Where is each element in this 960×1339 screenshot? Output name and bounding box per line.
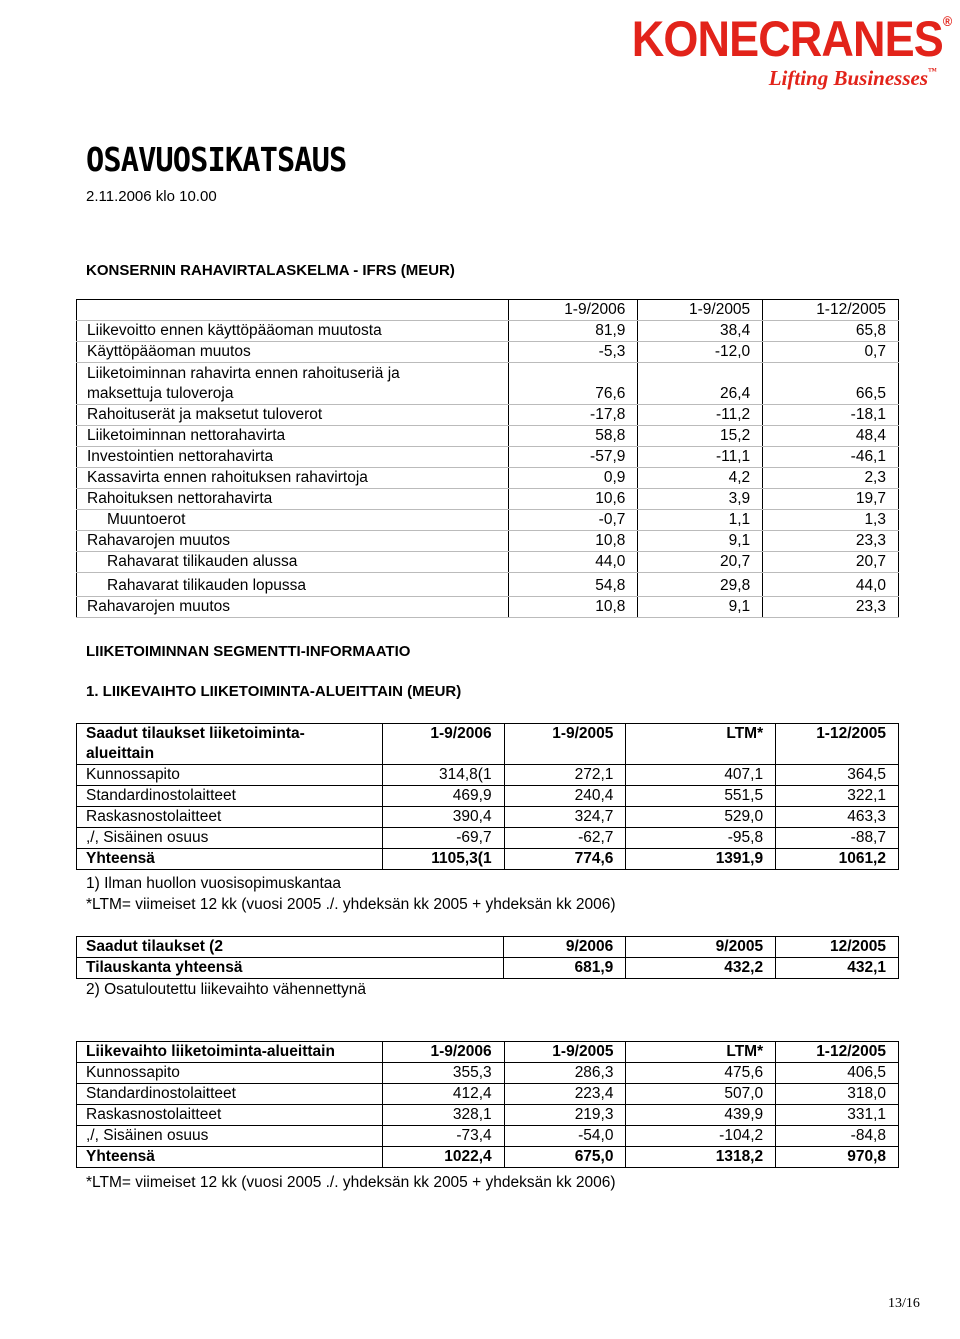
cell-value: 390,4 — [382, 807, 504, 828]
cashflow-table — [76, 299, 899, 618]
logo-tagline — [597, 66, 937, 91]
cell-value: -12,0 — [638, 342, 763, 363]
cell-value: 23,3 — [763, 531, 899, 552]
sales-footnote: *LTM= viimeiset 12 kk (vuosi 2005 ./. yhdeksän kk 2005 + yhdeksän kk 2006) — [86, 1174, 616, 1191]
cell-value: 364,5 — [776, 765, 899, 786]
table-total-row — [77, 1147, 899, 1168]
table-row — [77, 1063, 899, 1084]
cashflow-col-header: 1-12/2005 — [763, 300, 899, 321]
cell-value: 675,0 — [504, 1147, 626, 1168]
konecranes-logo — [597, 11, 952, 91]
row-label: ,/, Sisäinen osuus — [77, 1126, 383, 1147]
table-row — [77, 958, 899, 979]
row-label: Liikevoitto ennen käyttöpääoman muutosta — [77, 321, 509, 342]
row-label: Rahoituserät ja maksetut tuloverot — [77, 405, 509, 426]
row-label-line: Liiketoiminnan rahavirta ennen rahoituseriä ja — [87, 365, 400, 382]
table-row — [77, 531, 899, 552]
table-row — [77, 597, 899, 618]
row-label: Kunnossapito — [77, 1063, 383, 1084]
cell-value: -54,0 — [504, 1126, 626, 1147]
table-row — [77, 363, 899, 405]
row-label — [77, 363, 509, 405]
cell-value: -104,2 — [626, 1126, 776, 1147]
row-label: Yhteensä — [77, 1147, 383, 1168]
row-label: Rahoituksen nettorahavirta — [77, 489, 509, 510]
cashflow-header-blank — [77, 300, 509, 321]
cell-value: 407,1 — [626, 765, 776, 786]
cell-value: 774,6 — [504, 849, 626, 870]
table-total-row — [77, 849, 899, 870]
cell-value: 15,2 — [638, 426, 763, 447]
cell-value: 314,8(1 — [382, 765, 504, 786]
table-row — [77, 447, 899, 468]
cell-value: -69,7 — [382, 828, 504, 849]
cell-value: 432,1 — [776, 958, 899, 979]
table-row — [77, 807, 899, 828]
cell-value: -0,7 — [508, 510, 638, 531]
cell-value: 439,9 — [626, 1105, 776, 1126]
table-row — [77, 426, 899, 447]
row-label: Investointien nettorahavirta — [77, 447, 509, 468]
cell-value: -57,9 — [508, 447, 638, 468]
cell-value: -17,8 — [508, 405, 638, 426]
table-row — [77, 342, 899, 363]
orders-table — [76, 723, 899, 870]
row-label: Liiketoiminnan nettorahavirta — [77, 426, 509, 447]
row-label: Käyttöpääoman muutos — [77, 342, 509, 363]
header-label-line: alueittain — [86, 745, 155, 762]
cell-value: 1022,4 — [382, 1147, 504, 1168]
cell-value: 324,7 — [504, 807, 626, 828]
cell-value: 2,3 — [763, 468, 899, 489]
cell-value: 26,4 — [638, 363, 763, 405]
header-label-line: Saadut tilaukset liiketoiminta- — [86, 725, 305, 742]
cell-value: 20,7 — [763, 552, 899, 573]
table-row — [77, 405, 899, 426]
cell-value: 412,4 — [382, 1084, 504, 1105]
cell-value: 331,1 — [776, 1105, 899, 1126]
cell-value: -88,7 — [776, 828, 899, 849]
sales-header-label: Liikevaihto liiketoiminta-alueittain — [77, 1042, 383, 1063]
orders-footnote-2: *LTM= viimeiset 12 kk (vuosi 2005 ./. yhdeksän kk 2005 + yhdeksän kk 2006) — [86, 896, 616, 913]
orders-col-header: 1-9/2005 — [504, 724, 626, 765]
cell-value: 406,5 — [776, 1063, 899, 1084]
table-row — [77, 828, 899, 849]
cashflow-heading: KONSERNIN RAHAVIRTALASKELMA - IFRS (MEUR) — [86, 262, 455, 279]
cell-value: -18,1 — [763, 405, 899, 426]
row-label-line: maksettuja tuloveroja — [87, 385, 234, 402]
row-label: Kassavirta ennen rahoituksen rahavirtoja — [77, 468, 509, 489]
cell-value: -46,1 — [763, 447, 899, 468]
cell-value: 19,7 — [763, 489, 899, 510]
cell-value: 20,7 — [638, 552, 763, 573]
cell-value: -11,1 — [638, 447, 763, 468]
cell-value: 23,3 — [763, 597, 899, 618]
cell-value: 463,3 — [776, 807, 899, 828]
table-row — [77, 510, 899, 531]
row-label: Standardinostolaitteet — [77, 1084, 383, 1105]
cell-value: -84,8 — [776, 1126, 899, 1147]
document-date: 2.11.2006 klo 10.00 — [86, 188, 217, 205]
cell-value: -73,4 — [382, 1126, 504, 1147]
table-row — [77, 552, 899, 573]
segment-heading: LIIKETOIMINNAN SEGMENTTI-INFORMAATIO — [86, 643, 411, 660]
segment-subheading: 1. LIIKEVAIHTO LIIKETOIMINTA-ALUEITTAIN (MEUR) — [86, 683, 462, 700]
logo-reg-mark: ® — [942, 13, 952, 29]
cell-value: 9,1 — [638, 597, 763, 618]
row-label: Rahavarojen muutos — [77, 531, 509, 552]
cell-value: 475,6 — [626, 1063, 776, 1084]
backlog-header-label: Saadut tilaukset (2 — [77, 937, 504, 958]
table-row — [77, 321, 899, 342]
cell-value: 10,8 — [508, 531, 638, 552]
logo-brand: KONECRANES — [631, 11, 943, 67]
orders-col-header: 1-9/2006 — [382, 724, 504, 765]
cell-value: 432,2 — [626, 958, 776, 979]
cell-value: 76,6 — [508, 363, 638, 405]
cell-value: 551,5 — [626, 786, 776, 807]
row-label: Raskasnostolaitteet — [77, 1105, 383, 1126]
table-row — [77, 573, 899, 597]
cell-value: 1,1 — [638, 510, 763, 531]
sales-col-header: 1-12/2005 — [776, 1042, 899, 1063]
cell-value: 54,8 — [508, 573, 638, 597]
cell-value: 38,4 — [638, 321, 763, 342]
cell-value: 240,4 — [504, 786, 626, 807]
row-label: Rahavarojen muutos — [77, 597, 509, 618]
page-number: 13/16 — [888, 1296, 920, 1311]
backlog-col-header: 12/2005 — [776, 937, 899, 958]
backlog-col-header: 9/2006 — [504, 937, 626, 958]
row-label: Kunnossapito — [77, 765, 383, 786]
table-row — [77, 468, 899, 489]
cell-value: 10,8 — [508, 597, 638, 618]
cell-value: 1318,2 — [626, 1147, 776, 1168]
cell-value: 318,0 — [776, 1084, 899, 1105]
row-label: Rahavarat tilikauden alussa — [77, 552, 509, 573]
row-label: Raskasnostolaitteet — [77, 807, 383, 828]
backlog-col-header: 9/2005 — [626, 937, 776, 958]
cell-value: 681,9 — [504, 958, 626, 979]
cell-value: 48,4 — [763, 426, 899, 447]
table-row — [77, 786, 899, 807]
cell-value: 0,7 — [763, 342, 899, 363]
row-label: ,/, Sisäinen osuus — [77, 828, 383, 849]
row-label: Muuntoerot — [77, 510, 509, 531]
sales-header-row — [77, 1042, 899, 1063]
cell-value: 355,3 — [382, 1063, 504, 1084]
cell-value: 44,0 — [763, 573, 899, 597]
orders-header-row — [77, 724, 899, 765]
document-title: OSAVUOSIKATSAUS — [86, 140, 347, 179]
orders-col-header: LTM* — [626, 724, 776, 765]
cell-value: 970,8 — [776, 1147, 899, 1168]
sales-col-header: 1-9/2006 — [382, 1042, 504, 1063]
sales-col-header: 1-9/2005 — [504, 1042, 626, 1063]
cell-value: -95,8 — [626, 828, 776, 849]
cell-value: 286,3 — [504, 1063, 626, 1084]
cell-value: 529,0 — [626, 807, 776, 828]
cell-value: 507,0 — [626, 1084, 776, 1105]
orders-header-label — [77, 724, 383, 765]
table-row — [77, 1126, 899, 1147]
cell-value: 1,3 — [763, 510, 899, 531]
cell-value: 1391,9 — [626, 849, 776, 870]
cell-value: 328,1 — [382, 1105, 504, 1126]
cell-value: 66,5 — [763, 363, 899, 405]
cashflow-col-header: 1-9/2006 — [508, 300, 638, 321]
cashflow-col-header: 1-9/2005 — [638, 300, 763, 321]
logo-tagline-text: Lifting Businesses — [768, 66, 928, 90]
table-row — [77, 1084, 899, 1105]
cell-value: 219,3 — [504, 1105, 626, 1126]
backlog-table — [76, 936, 899, 979]
orders-col-header: 1-12/2005 — [776, 724, 899, 765]
cell-value: 58,8 — [508, 426, 638, 447]
cell-value: 223,4 — [504, 1084, 626, 1105]
table-row — [77, 1105, 899, 1126]
table-row — [77, 489, 899, 510]
cell-value: -62,7 — [504, 828, 626, 849]
cell-value: 44,0 — [508, 552, 638, 573]
cell-value: 272,1 — [504, 765, 626, 786]
table-row — [77, 765, 899, 786]
row-label: Standardinostolaitteet — [77, 786, 383, 807]
cell-value: 322,1 — [776, 786, 899, 807]
cell-value: 4,2 — [638, 468, 763, 489]
cashflow-header-row — [77, 300, 899, 321]
cell-value: 469,9 — [382, 786, 504, 807]
logo-tm-mark: ™ — [928, 66, 937, 76]
row-label: Rahavarat tilikauden lopussa — [77, 573, 509, 597]
cell-value: -5,3 — [508, 342, 638, 363]
cell-value: 1105,3(1 — [382, 849, 504, 870]
cell-value: 1061,2 — [776, 849, 899, 870]
row-label: Tilauskanta yhteensä — [77, 958, 504, 979]
cell-value: -11,2 — [638, 405, 763, 426]
cell-value: 29,8 — [638, 573, 763, 597]
cell-value: 0,9 — [508, 468, 638, 489]
cell-value: 65,8 — [763, 321, 899, 342]
row-label: Yhteensä — [77, 849, 383, 870]
cell-value: 81,9 — [508, 321, 638, 342]
logo-wordmark — [631, 11, 952, 67]
cell-value: 3,9 — [638, 489, 763, 510]
cell-value: 10,6 — [508, 489, 638, 510]
sales-table — [76, 1041, 899, 1168]
backlog-header-row — [77, 937, 899, 958]
orders-footnote-1: 1) Ilman huollon vuosisopimuskantaa — [86, 875, 342, 892]
backlog-footnote: 2) Osatuloutettu liikevaihto vähennettynä — [86, 981, 367, 998]
sales-col-header: LTM* — [626, 1042, 776, 1063]
cell-value: 9,1 — [638, 531, 763, 552]
